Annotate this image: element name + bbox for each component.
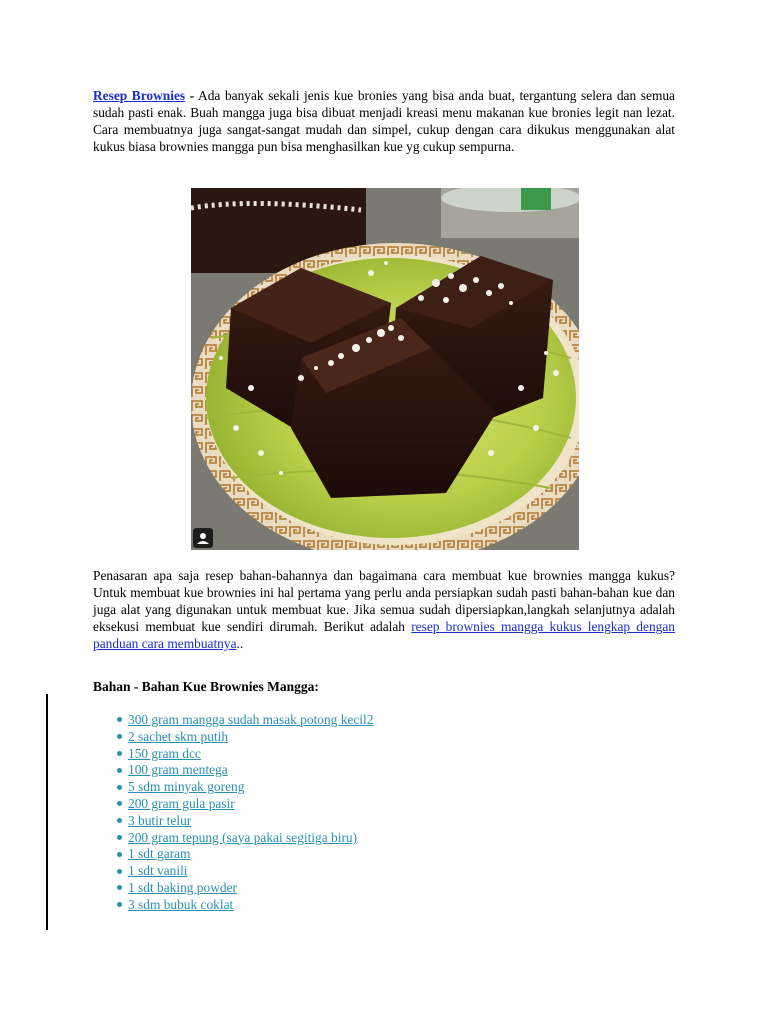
brownies-photo bbox=[191, 188, 579, 550]
title-dash: - bbox=[189, 88, 195, 103]
ingredient-text[interactable]: 1 sdt baking powder bbox=[128, 879, 237, 895]
ingredient-text[interactable]: 2 sachet skm putih bbox=[128, 728, 229, 744]
intro-text: Ada banyak sekali jenis kue bronies yang bisa anda buat, tergantung selera dan semua sudah pasti enak. Buah mangga juga bisa dibuat menjadi kreasi menu makanan kue bronies legit nan lezat. Cara membuatnya juga sangat-sangat mudah dan simpel, cukup dengan cara dikukus menggunakan alat kukus biasa brownies mangga pun bisa menghasilkan kue yg cukup sempurna. bbox=[93, 88, 675, 154]
resep-brownies-link[interactable]: Resep Brownies bbox=[93, 88, 186, 103]
ingredient-text[interactable]: 200 gram gula pasir bbox=[128, 795, 235, 811]
ingredient-item[interactable] bbox=[93, 897, 373, 914]
ingredient-item[interactable] bbox=[93, 813, 373, 830]
ingredient-text[interactable]: 300 gram mangga sudah masak potong kecil2 bbox=[128, 712, 374, 727]
page-margin-rule bbox=[46, 694, 48, 930]
ingredient-item[interactable] bbox=[93, 779, 373, 796]
ingredient-item[interactable] bbox=[93, 712, 373, 729]
brownies-illustration bbox=[191, 188, 579, 550]
ingredient-text[interactable]: 5 sdm minyak goreng bbox=[128, 779, 245, 795]
ingredient-text[interactable]: 3 butir telur bbox=[128, 812, 192, 828]
ingredient-item[interactable] bbox=[93, 796, 373, 813]
bullet-icon bbox=[117, 835, 122, 840]
second-paragraph-tail: .. bbox=[236, 636, 244, 651]
ingredients-heading: Bahan - Bahan Kue Brownies Mangga: bbox=[93, 679, 319, 694]
second-paragraph bbox=[93, 567, 675, 652]
ingredient-item[interactable] bbox=[93, 863, 373, 880]
bullet-icon bbox=[117, 852, 122, 857]
ingredient-item[interactable] bbox=[93, 746, 373, 763]
ingredient-text[interactable]: 1 sdt garam bbox=[128, 846, 191, 862]
bullet-icon bbox=[117, 751, 122, 756]
ingredient-item[interactable] bbox=[93, 762, 373, 779]
ingredient-item[interactable] bbox=[93, 880, 373, 897]
ingredient-item[interactable] bbox=[93, 830, 373, 847]
ingredient-text[interactable]: 3 sdm bubuk coklat bbox=[128, 896, 234, 912]
ingredient-item[interactable] bbox=[93, 846, 373, 863]
bullet-icon bbox=[117, 869, 122, 874]
ingredients-list bbox=[93, 712, 373, 914]
bullet-icon bbox=[117, 785, 122, 790]
recipe-guide-link[interactable]: resep brownies mangga kukus lengkap dengan panduan cara membuatnya bbox=[93, 619, 675, 651]
ingredient-text[interactable]: 150 gram dcc bbox=[128, 745, 201, 761]
camera-icon[interactable] bbox=[193, 528, 213, 548]
second-paragraph-text: Penasaran apa saja resep bahan-bahannya dan bagaimana cara membuat kue brownies mangga kukus? Untuk membuat kue brownies ini hal pertama yang perlu anda persiapkan sudah pasti bahan-bahan kue dan juga alat yang digunakan untuk membuat kue. Jika semua sudah dipersiapkan,langkah selanjutnya adalah eksekusi membuat kue sendiri dirumah. Berikut adalah bbox=[93, 568, 675, 634]
ingredient-text[interactable]: 200 gram tepung (saya pakai segitiga biru) bbox=[128, 829, 358, 845]
ingredient-text[interactable]: 100 gram mentega bbox=[128, 762, 228, 778]
ingredient-text[interactable]: 1 sdt vanili bbox=[128, 863, 188, 879]
intro-paragraph bbox=[93, 87, 675, 155]
ingredient-item[interactable] bbox=[93, 729, 373, 746]
bullet-icon bbox=[117, 768, 122, 773]
